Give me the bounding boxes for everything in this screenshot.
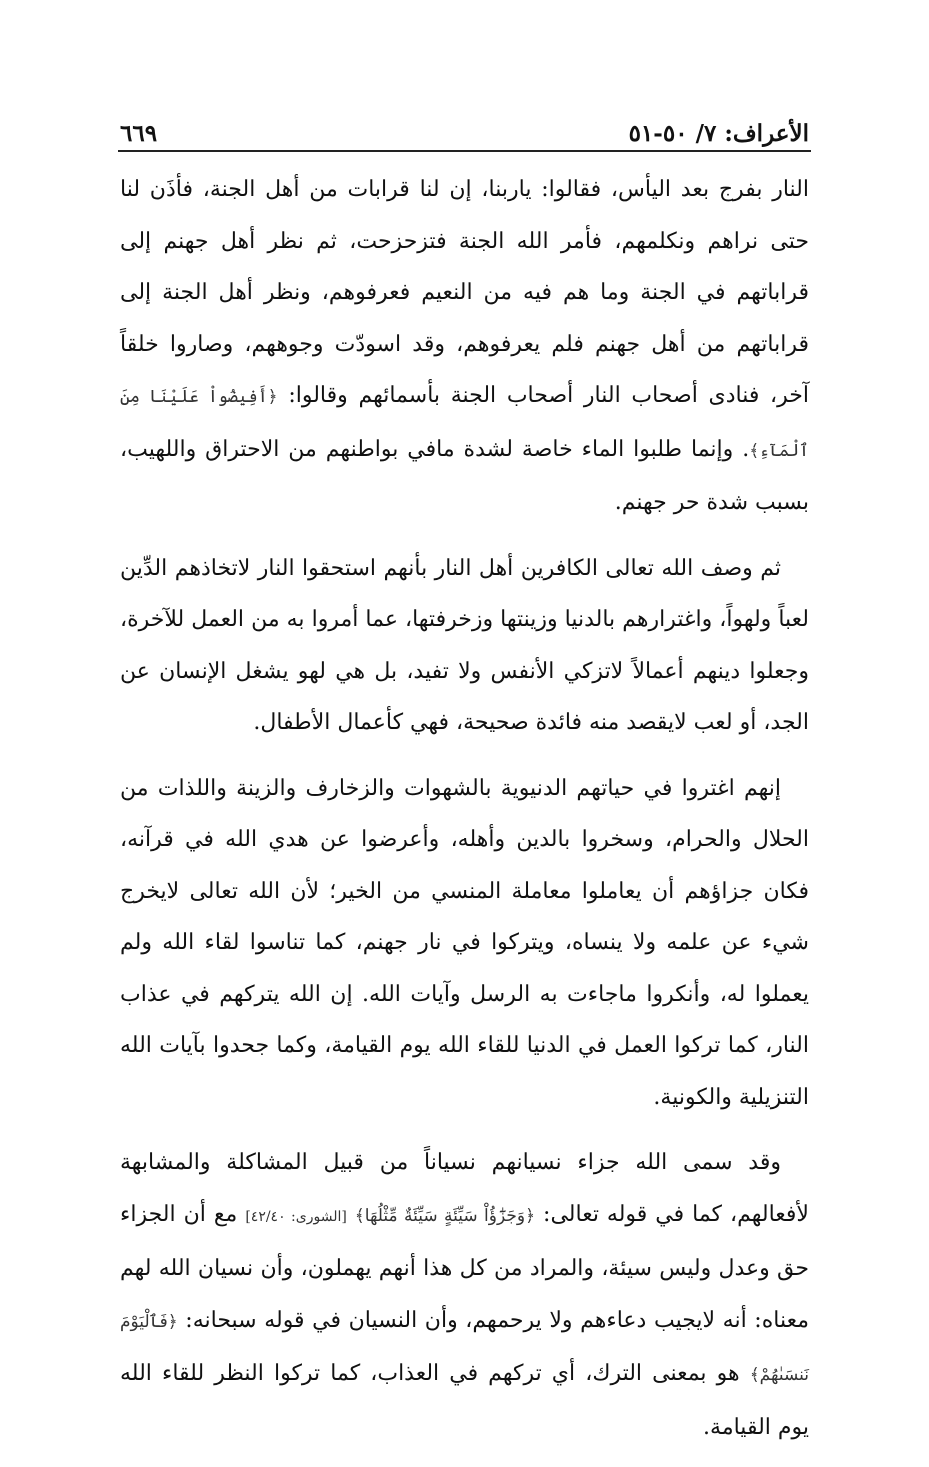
- chapter-reference: الأعراف: ٧/ ٥٠-٥١: [628, 119, 809, 147]
- header-divider: [118, 150, 811, 152]
- quran-quote: ﴿وَجَزَٰٓؤُاْ سَيِّئَةٍ سَيِّئَةٌ مِّثْلُهَا﴾: [354, 1205, 536, 1226]
- paragraph-text: ثم وصف الله تعالى الكافرين أهل النار بأنهم استحقوا النار لاتخاذهم الدِّين لعباً ولهواً، واغترارهم بالدنيا وزينتها وزخرفتها، عما أمروا به من العمل للآخرة، وجعلوا دينهم أعمالاً لاتزكي الأنفس ولا تفيد، بل هي لهو يشغل الإنسان عن الجد، أو لعب لايقصد منه فائدة صحيحة، فهي كأعمال الأطفال.: [120, 555, 809, 735]
- paragraph-2: [120, 543, 809, 749]
- verse-reference: [الشورى: ٤٢/٤٠]: [245, 1208, 347, 1225]
- page-header: [120, 116, 809, 150]
- paragraph-4: [120, 1137, 809, 1453]
- paragraph-text: وقد سمى الله جزاء نسيانهم نسياناً من قبيل المشاكلة والمشابهة لأفعالهم، كما في قوله تعالى:: [120, 1150, 809, 1227]
- paragraph-text: مع أن الجزاء حق وعدل وليس سيئة، والمراد من كل هذا أنهم يهملون، وأن نسيان الله لهم معناه: أنه لايجيب دعاءهم ولا يرحمهم، وأن النسيان في قوله سبحانه:: [120, 1201, 809, 1333]
- paragraph-text: النار بفرج بعد اليأس، فقالوا: ياربنا، إن لنا قرابات من أهل الجنة، فأذَن لنا حتى نراهم ونكلمهم، فأمر الله الجنة فتزحزحت، ثم نظر أهل جهنم إلى قراباتهم في الجنة وما هم فيه من النعيم فعرفوهم، ونظر أهل الجنة إلى قراباتهم من أهل جهنم فلم يعرفوهم، وقد اسودّت وجوههم، وصاروا خلقاً آخر، فنادى أصحاب النار أصحاب الجنة بأسمائهم وقالوا:: [120, 177, 809, 408]
- page-number: ٦٦٩: [120, 119, 158, 147]
- paragraph-3: [120, 763, 809, 1124]
- page-body: [120, 164, 809, 1467]
- paragraph-text: . وإنما طلبوا الماء خاصة لشدة مافي بواطنهم من الاحتراق واللهيب، بسبب شدة حر جهنم.: [120, 436, 809, 515]
- quran-quote: ﴿فَٱلْيَوْمَ نَنسَىٰهُمْ﴾: [120, 1311, 809, 1385]
- paragraph-text: هو بمعنى الترك، أي تركهم في العذاب، كما تركوا النظر للقاء الله يوم القيامة.: [120, 1361, 809, 1440]
- paragraph-text: إنهم اغتروا في حياتهم الدنيوية بالشهوات والزخارف والزينة واللذات من الحلال والحرام، وسخروا بالدين وأهله، وأعرضوا عن هدي الله في قرآنه، فكان جزاؤهم أن يعاملوا معاملة المنسي من الخير؛ لأن الله تعالى لايخرج شيء عن علمه ولا ينساه، ويتركوا في نار جهنم، كما تناسوا لقاء الله ولم يعملوا له، وأنكروا ماجاءت به الرسل وآيات الله. إن الله يتركهم في عذاب النار، كما تركوا العمل في الدنيا للقاء الله يوم القيامة، وكما جحدوا بآيات الله التنزيلية والكونية.: [120, 775, 809, 1110]
- quran-quote: ﴿أَفِيضُواْ عَلَيْنَا مِنَ ٱلْمَآءِ﴾: [120, 387, 809, 461]
- paragraph-1: [120, 164, 809, 529]
